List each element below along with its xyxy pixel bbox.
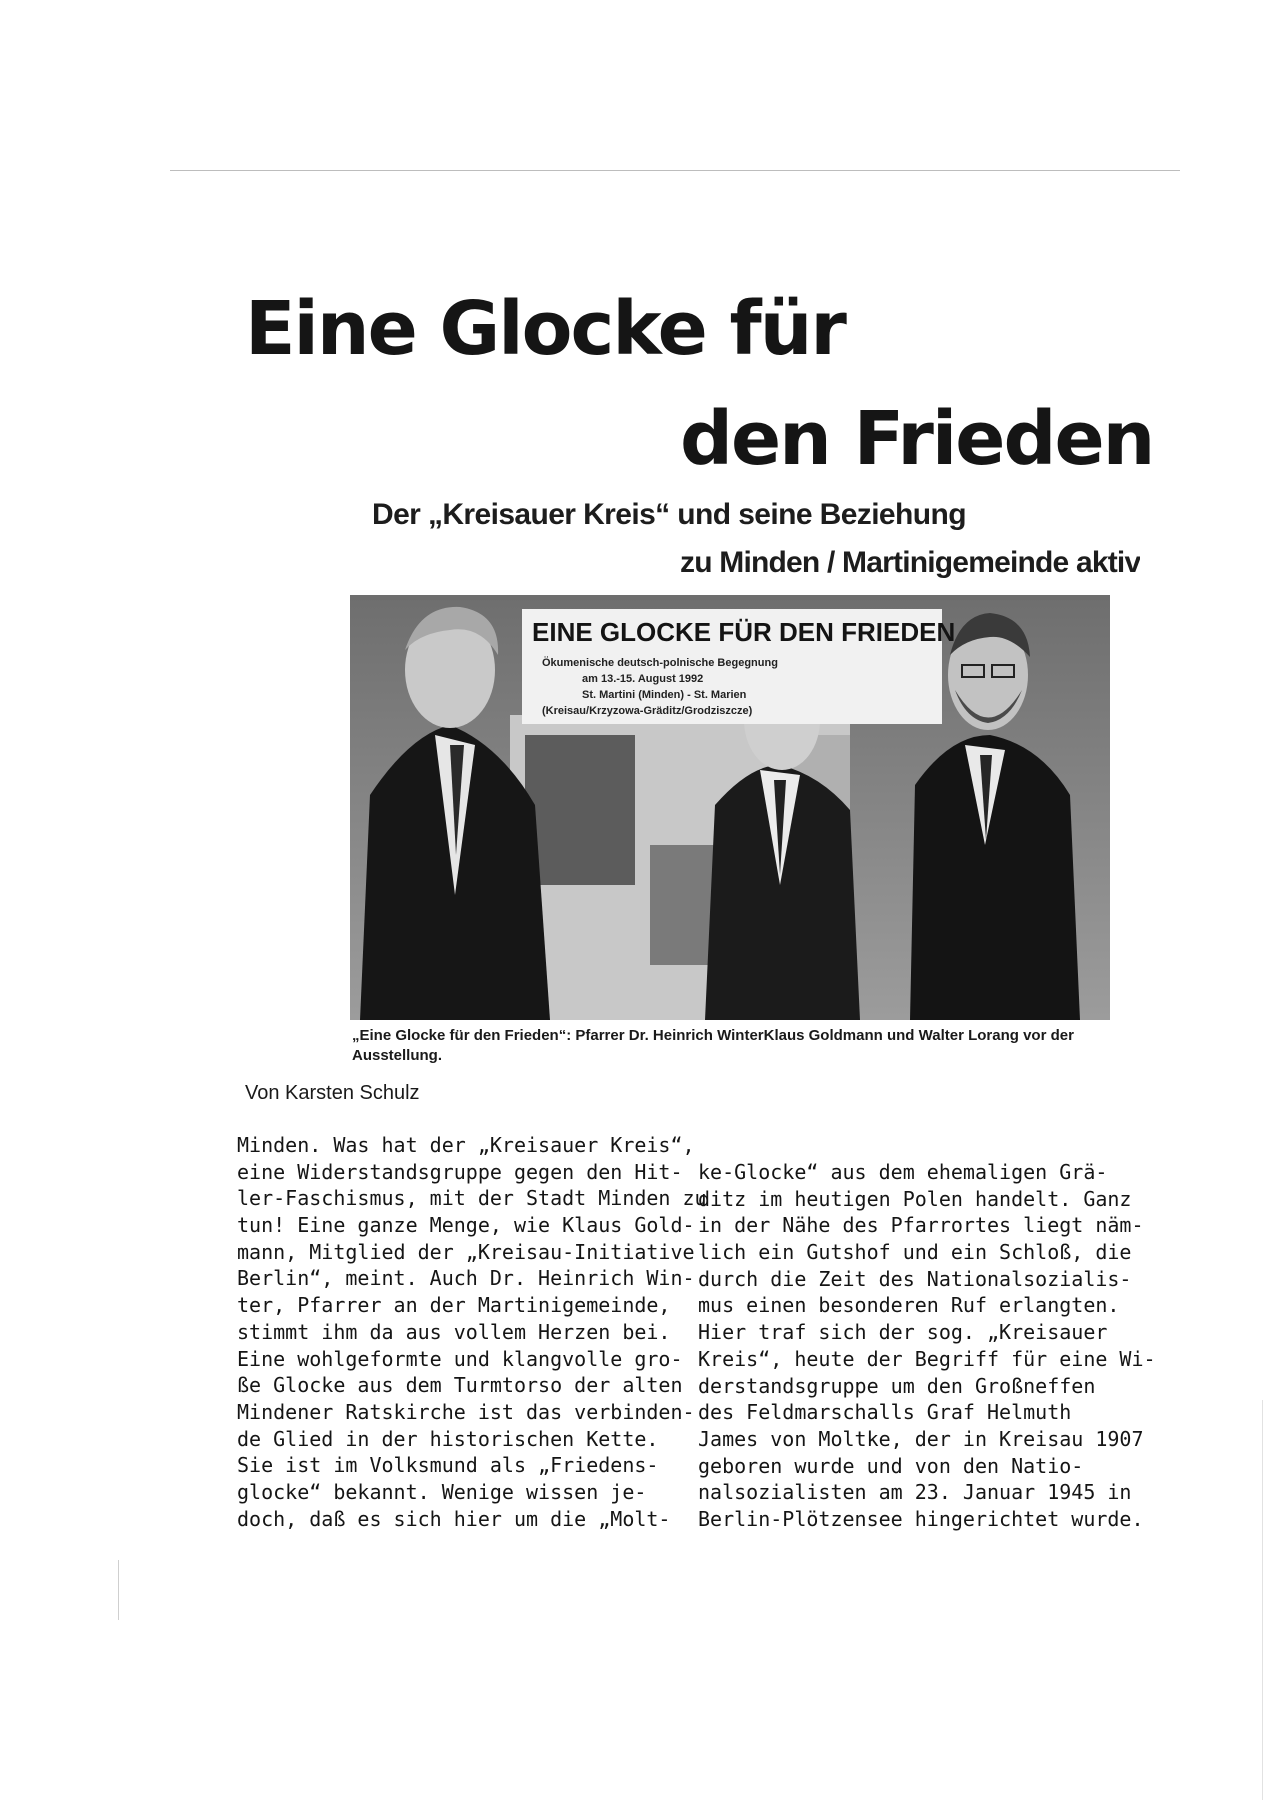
body-line: stimmt ihm da aus vollem Herzen bei. xyxy=(237,1319,671,1344)
body-line: Kreis“, heute der Begriff für eine Wi- xyxy=(698,1346,1156,1371)
scan-margin-mark xyxy=(118,1560,119,1620)
body-line: Sie ist im Volksmund als „Friedens- xyxy=(237,1453,659,1478)
body-line: glocke“ bekannt. Wenige wissen je- xyxy=(237,1479,647,1504)
body-line: ter, Pfarrer an der Martinigemeinde, xyxy=(237,1293,671,1318)
body-line: mus einen besonderen Ruf erlangten. xyxy=(698,1293,1120,1318)
banner-line: am 13.-15. August 1992 xyxy=(582,673,704,685)
banner-line: (Kreisau/Krzyzowa-Gräditz/Grodziszcze) xyxy=(542,705,753,717)
article-column-left xyxy=(237,1132,707,1532)
body-line: geboren wurde und von den Natio- xyxy=(698,1453,1084,1478)
body-line: Berlin-Plötzensee hingerichtet wurde. xyxy=(698,1506,1144,1531)
body-line: lich ein Gutshof und ein Schloß, die xyxy=(698,1240,1132,1265)
body-line: doch, daß es sich hier um die „Molt- xyxy=(237,1506,671,1531)
body-line: ler-Faschismus, mit der Stadt Minden zu xyxy=(237,1186,707,1211)
subtitle-line-2: zu Minden / Martinigemeinde aktiv xyxy=(680,548,1140,578)
body-line: de Glied in der historischen Kette. xyxy=(237,1426,659,1451)
body-line: des Feldmarschalls Graf Helmuth xyxy=(698,1400,1072,1425)
banner-line: St. Martini (Minden) - St. Marien xyxy=(582,689,747,701)
headline-line-1: Eine Glocke für xyxy=(245,286,845,372)
body-line: ße Glocke aus dem Turmtorso der alten xyxy=(237,1373,683,1398)
body-line: in der Nähe des Pfarrortes liegt näm- xyxy=(698,1213,1144,1238)
scan-edge-mark xyxy=(1262,1400,1263,1800)
body-line: nalsozialisten am 23. Januar 1945 in xyxy=(698,1480,1132,1505)
body-line: durch die Zeit des Nationalsozialis- xyxy=(698,1266,1132,1291)
body-line: Eine wohlgeformte und klangvolle gro- xyxy=(237,1346,683,1371)
body-line: Hier traf sich der sog. „Kreisauer xyxy=(698,1320,1108,1345)
subtitle-line-1: Der „Kreisauer Kreis“ und seine Beziehung xyxy=(372,498,966,531)
headline-line-2: den Frieden xyxy=(680,396,1154,482)
body-line: Minden. Was hat der „Kreisauer Kreis“, xyxy=(237,1133,695,1157)
byline: Von Karsten Schulz xyxy=(245,1082,420,1104)
body-line: ditz im heutigen Polen handelt. Ganz xyxy=(698,1186,1132,1211)
photo-caption: „Eine Glocke für den Frieden“: Pfarrer Dr. Heinrich WinterKlaus Goldmann und Walter Lorang vor der Ausstellung. xyxy=(352,1027,1074,1064)
banner-title: EINE GLOCKE FÜR DEN FRIEDEN xyxy=(532,617,956,647)
banner-line: Ökumenische deutsch-polnische Begegnung xyxy=(542,657,778,669)
body-line: mann, Mitglied der „Kreisau-Initiative xyxy=(237,1239,695,1264)
scan-top-rule xyxy=(170,170,1180,171)
body-line: tun! Eine ganze Menge, wie Klaus Gold- xyxy=(237,1213,695,1238)
body-line: eine Widerstandsgruppe gegen den Hit- xyxy=(237,1159,683,1184)
body-line: Mindener Ratskirche ist das verbinden- xyxy=(237,1399,695,1424)
exhibition-banner xyxy=(522,609,956,724)
body-line: derstandsgruppe um den Großneffen xyxy=(698,1373,1096,1398)
article-column-right xyxy=(698,1159,1168,1533)
body-line: ke-Glocke“ aus dem ehemaligen Grä- xyxy=(698,1160,1108,1184)
body-line: James von Moltke, der in Kreisau 1907 xyxy=(698,1426,1144,1451)
body-line: Berlin“, meint. Auch Dr. Heinrich Win- xyxy=(237,1266,695,1291)
news-photo xyxy=(350,595,1110,1020)
